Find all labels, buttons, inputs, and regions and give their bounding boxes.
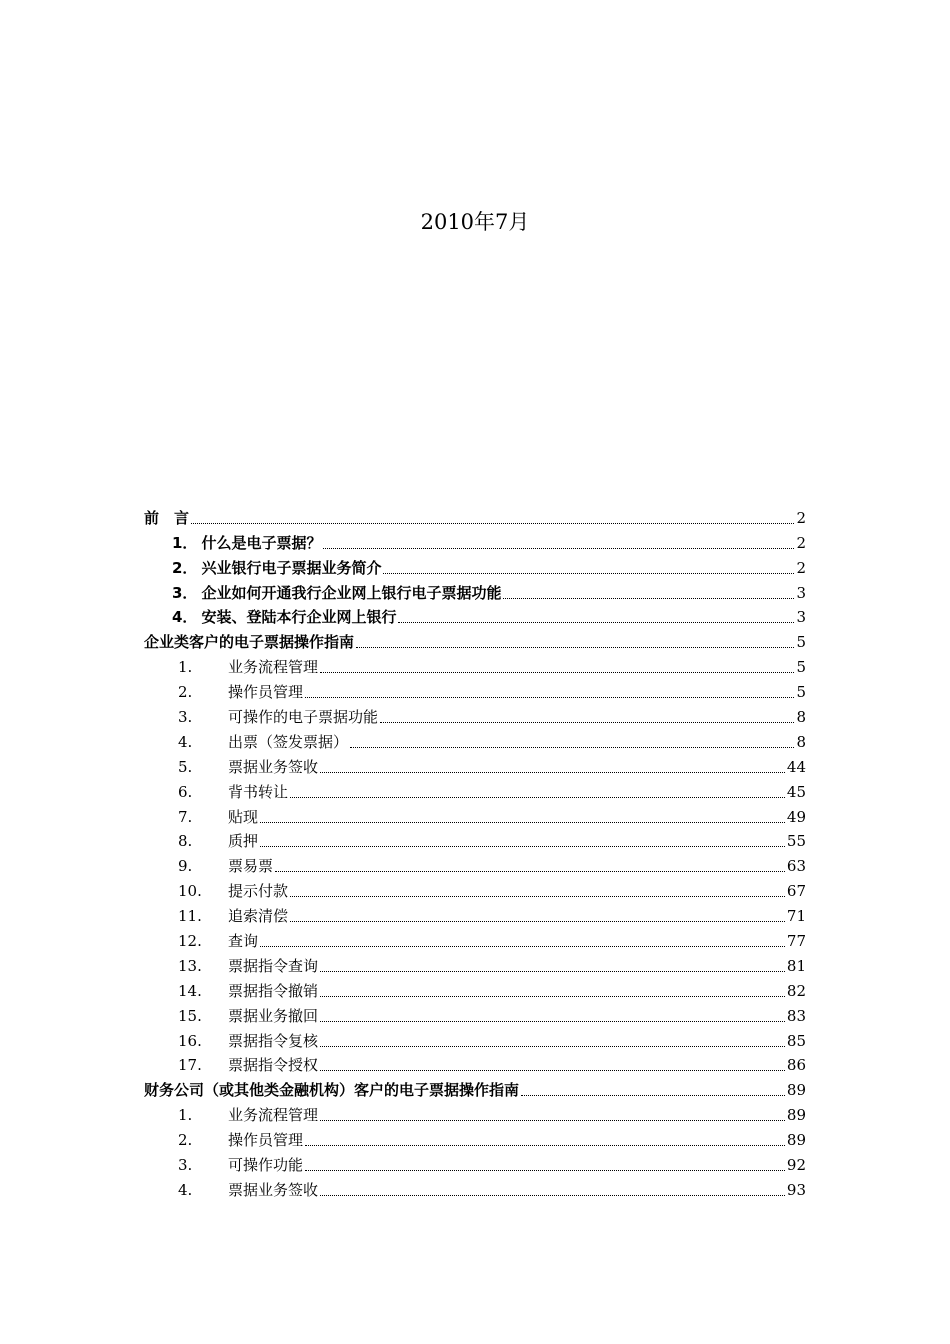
toc-entry[interactable] bbox=[144, 875, 806, 900]
toc-entry[interactable] bbox=[144, 602, 806, 627]
toc-entry[interactable] bbox=[144, 1149, 806, 1174]
toc-entry[interactable] bbox=[144, 701, 806, 726]
toc-entry-label: 操作员管理 bbox=[228, 1131, 304, 1150]
toc-entry-number: 7. bbox=[178, 807, 193, 826]
toc-entry[interactable] bbox=[144, 651, 806, 676]
toc-entry-number: 2. bbox=[178, 1131, 193, 1150]
toc-entry-number: 3． bbox=[172, 583, 198, 602]
toc-entry-label: 出票（签发票据） bbox=[228, 732, 349, 751]
toc-entry-page: 2 bbox=[796, 533, 806, 552]
toc-entry-page: 8 bbox=[796, 732, 806, 751]
toc-dot-leader bbox=[350, 747, 794, 748]
toc-dot-leader bbox=[290, 797, 785, 798]
toc-dot-leader bbox=[320, 772, 785, 773]
toc-entry-label: 追索清偿 bbox=[228, 907, 289, 926]
toc-entry[interactable] bbox=[144, 552, 806, 577]
toc-entry-label: 业务流程管理 bbox=[228, 1106, 319, 1125]
toc-dot-leader bbox=[260, 946, 785, 947]
toc-entry-number: 9. bbox=[178, 857, 193, 876]
toc-entry-page: 5 bbox=[796, 658, 806, 677]
toc-entry-page: 3 bbox=[796, 583, 806, 602]
toc-entry-page: 83 bbox=[786, 1006, 806, 1025]
toc-entry-label: 票据指令复核 bbox=[228, 1031, 319, 1050]
toc-dot-leader bbox=[320, 1021, 785, 1022]
toc-entry-number: 10. bbox=[178, 882, 202, 901]
toc-dot-leader bbox=[305, 1145, 785, 1146]
toc-dot-leader bbox=[320, 672, 794, 673]
toc-entry[interactable] bbox=[144, 975, 806, 1000]
toc-entry-page: 85 bbox=[786, 1031, 806, 1050]
toc-dot-leader bbox=[521, 1095, 785, 1096]
toc-entry-page: 86 bbox=[786, 1056, 806, 1075]
toc-entry-number: 6. bbox=[178, 782, 193, 801]
toc-entry-number: 4. bbox=[178, 732, 193, 751]
toc-entry-number: 17. bbox=[178, 1056, 202, 1075]
toc-entry-page: 5 bbox=[796, 633, 806, 652]
toc-entry-label: 贴现 bbox=[228, 807, 259, 826]
toc-entry-page: 89 bbox=[786, 1081, 806, 1100]
toc-entry[interactable] bbox=[144, 577, 806, 602]
toc-entry-label: 质押 bbox=[228, 832, 259, 851]
toc-dot-leader bbox=[290, 921, 785, 922]
toc-entry-page: 45 bbox=[786, 782, 806, 801]
toc-entry[interactable] bbox=[144, 1025, 806, 1050]
document-date: 2010年7月 bbox=[420, 210, 530, 234]
toc-entry-label: 兴业银行电子票据业务简介 bbox=[201, 558, 382, 577]
toc-entry-label: 票据指令查询 bbox=[228, 956, 319, 975]
toc-entry[interactable] bbox=[144, 527, 806, 552]
toc-entry-page: 8 bbox=[796, 708, 806, 727]
toc-entry-number: 14. bbox=[178, 981, 202, 1000]
toc-entry-page: 71 bbox=[786, 907, 806, 926]
toc-entry-page: 81 bbox=[786, 956, 806, 975]
toc-entry-page: 5 bbox=[796, 683, 806, 702]
toc-entry-number: 4． bbox=[172, 608, 198, 627]
toc-entry-page: 67 bbox=[786, 882, 806, 901]
toc-entry-number: 2. bbox=[178, 683, 193, 702]
toc-entry-label: 背书转让 bbox=[228, 782, 289, 801]
toc-entry-page: 49 bbox=[786, 807, 806, 826]
toc-entry-page: 2 bbox=[796, 558, 806, 577]
toc-entry-label: 前 言 bbox=[144, 508, 190, 527]
toc-entry-label: 票据业务签收 bbox=[228, 757, 319, 776]
toc-entry[interactable] bbox=[144, 1050, 806, 1075]
toc-entry[interactable] bbox=[144, 726, 806, 751]
toc-dot-leader bbox=[323, 548, 794, 549]
toc-entry-label: 票易票 bbox=[228, 857, 274, 876]
toc-entry-page: 55 bbox=[786, 832, 806, 851]
toc-entry-number: 4. bbox=[178, 1180, 193, 1199]
toc-entry-number: 16. bbox=[178, 1031, 202, 1050]
toc-entry-label: 票据业务撤回 bbox=[228, 1006, 319, 1025]
toc-dot-leader bbox=[398, 622, 794, 623]
toc-entry-page: 44 bbox=[786, 757, 806, 776]
toc-entry-label: 什么是电子票据？ bbox=[201, 533, 322, 552]
toc-entry-number: 1． bbox=[172, 533, 198, 552]
toc-entry-label: 可操作的电子票据功能 bbox=[228, 708, 379, 727]
toc-entry-label: 企业类客户的电子票据操作指南 bbox=[144, 633, 355, 652]
toc-entry[interactable] bbox=[144, 950, 806, 975]
toc-dot-leader bbox=[260, 846, 785, 847]
toc-entry-page: 3 bbox=[796, 608, 806, 627]
toc-dot-leader bbox=[191, 523, 794, 524]
toc-entry-number: 12. bbox=[178, 932, 202, 951]
toc-entry-number: 2． bbox=[172, 558, 198, 577]
toc-dot-leader bbox=[380, 722, 794, 723]
toc-dot-leader bbox=[320, 1046, 785, 1047]
toc-entry-label: 票据指令撤销 bbox=[228, 981, 319, 1000]
toc-dot-leader bbox=[290, 896, 785, 897]
toc-dot-leader bbox=[356, 647, 794, 648]
toc-entry-label: 企业如何开通我行企业网上银行电子票据功能 bbox=[201, 583, 502, 602]
toc-entry-page: 63 bbox=[786, 857, 806, 876]
toc-entry-page: 2 bbox=[796, 508, 806, 527]
toc-dot-leader bbox=[305, 1170, 785, 1171]
toc-entry-page: 92 bbox=[786, 1156, 806, 1175]
toc-entry-number: 3. bbox=[178, 708, 193, 727]
toc-entry-page: 89 bbox=[786, 1106, 806, 1125]
toc-entry[interactable] bbox=[144, 776, 806, 801]
toc-entry[interactable] bbox=[144, 850, 806, 875]
toc-entry-page: 89 bbox=[786, 1131, 806, 1150]
toc-dot-leader bbox=[383, 573, 794, 574]
toc-entry-label: 查询 bbox=[228, 932, 259, 951]
toc-entry-number: 15. bbox=[178, 1006, 202, 1025]
toc-entry[interactable] bbox=[144, 1074, 806, 1099]
toc-entry[interactable] bbox=[144, 751, 806, 776]
toc-entry[interactable] bbox=[144, 1099, 806, 1124]
toc-entry-number: 13. bbox=[178, 956, 202, 975]
toc-entry-label: 票据指令授权 bbox=[228, 1056, 319, 1075]
toc-entry[interactable] bbox=[144, 502, 806, 527]
toc-dot-leader bbox=[320, 1070, 785, 1071]
toc-entry-number: 1. bbox=[178, 1106, 193, 1125]
toc-entry[interactable] bbox=[144, 676, 806, 701]
toc-dot-leader bbox=[503, 598, 794, 599]
table-of-contents bbox=[144, 502, 806, 1199]
toc-entry-label: 操作员管理 bbox=[228, 683, 304, 702]
toc-dot-leader bbox=[275, 871, 785, 872]
toc-entry-page: 93 bbox=[786, 1180, 806, 1199]
toc-entry-number: 1. bbox=[178, 658, 193, 677]
toc-entry[interactable] bbox=[144, 925, 806, 950]
toc-entry-page: 77 bbox=[786, 932, 806, 951]
toc-entry[interactable] bbox=[144, 1124, 806, 1149]
toc-entry[interactable] bbox=[144, 900, 806, 925]
toc-entry-label: 票据业务签收 bbox=[228, 1180, 319, 1199]
toc-entry-label: 可操作功能 bbox=[228, 1156, 304, 1175]
toc-entry[interactable] bbox=[144, 626, 806, 651]
toc-entry-label: 业务流程管理 bbox=[228, 658, 319, 677]
toc-entry-number: 5. bbox=[178, 757, 193, 776]
toc-dot-leader bbox=[320, 971, 785, 972]
toc-entry-label: 财务公司（或其他类金融机构）客户的电子票据操作指南 bbox=[144, 1081, 520, 1100]
toc-entry[interactable] bbox=[144, 1174, 806, 1199]
toc-entry[interactable] bbox=[144, 826, 806, 851]
toc-dot-leader bbox=[320, 1195, 785, 1196]
toc-entry-label: 安装、登陆本行企业网上银行 bbox=[201, 608, 397, 627]
toc-dot-leader bbox=[320, 1120, 785, 1121]
toc-entry-label: 提示付款 bbox=[228, 882, 289, 901]
toc-dot-leader bbox=[260, 822, 785, 823]
toc-entry[interactable] bbox=[144, 801, 806, 826]
toc-dot-leader bbox=[305, 697, 794, 698]
toc-dot-leader bbox=[320, 996, 785, 997]
toc-entry-page: 82 bbox=[786, 981, 806, 1000]
toc-entry-number: 8. bbox=[178, 832, 193, 851]
toc-entry-number: 11. bbox=[178, 907, 202, 926]
toc-entry-number: 3. bbox=[178, 1156, 193, 1175]
toc-entry[interactable] bbox=[144, 1000, 806, 1025]
